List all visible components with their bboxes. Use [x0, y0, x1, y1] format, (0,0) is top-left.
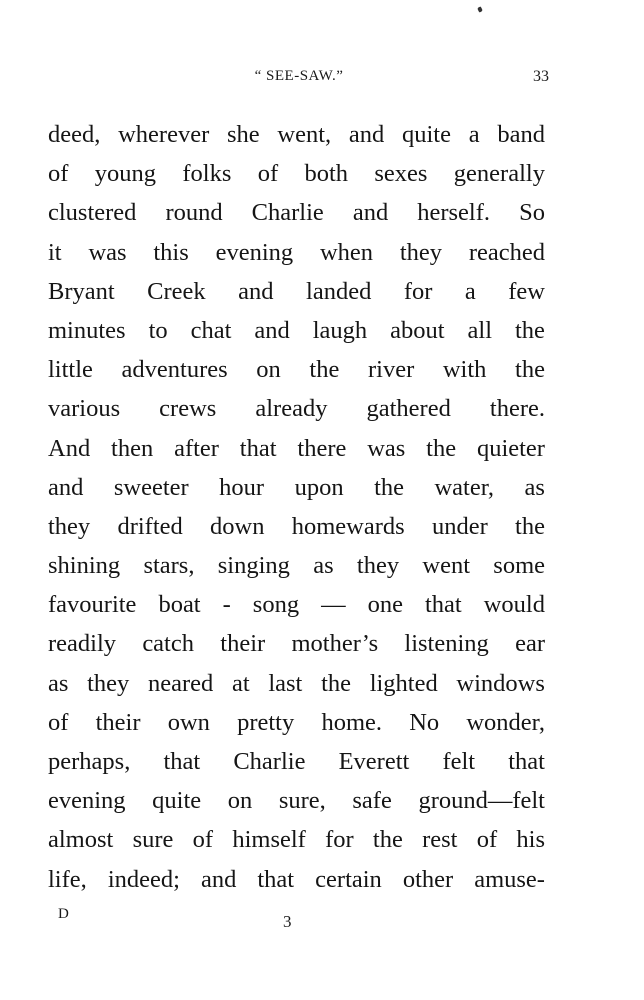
- word: they: [356, 552, 400, 580]
- word: on: [227, 787, 253, 815]
- word: stars,: [143, 552, 195, 580]
- word: water,: [434, 473, 495, 501]
- word: for: [403, 277, 433, 305]
- word: other: [402, 865, 454, 893]
- word: neared: [147, 669, 214, 697]
- text-line: [48, 507, 545, 546]
- word: rest: [422, 826, 458, 854]
- word: safe: [352, 787, 392, 815]
- word: gathered: [366, 395, 451, 423]
- word: crews: [159, 395, 217, 423]
- text-line: [48, 585, 545, 624]
- word: and: [254, 316, 290, 344]
- word: band: [497, 121, 545, 148]
- word: boat: [158, 591, 201, 619]
- word: a: [464, 277, 476, 305]
- running-title: “ SEE-SAW.”: [254, 68, 344, 84]
- word: quite: [152, 787, 202, 815]
- word: of: [192, 826, 214, 854]
- word: when: [319, 238, 374, 266]
- word: they: [399, 238, 443, 266]
- body-text: [48, 115, 545, 899]
- word: then: [111, 434, 154, 462]
- word: their: [95, 708, 141, 736]
- word: and: [348, 121, 385, 148]
- word: sexes: [374, 160, 428, 188]
- signature-mark: D: [58, 906, 69, 922]
- word: hour: [219, 473, 265, 501]
- word: Everett: [338, 748, 410, 775]
- word: the: [426, 434, 457, 462]
- word: various: [48, 395, 121, 423]
- word: little: [48, 356, 93, 384]
- text-line: [48, 429, 545, 468]
- word: adventures: [121, 356, 228, 384]
- word: indeed;: [107, 865, 180, 893]
- word: of: [48, 160, 69, 188]
- word: and: [48, 473, 84, 501]
- word: the: [374, 473, 404, 501]
- word: certain: [315, 865, 382, 893]
- text-line: [48, 860, 545, 899]
- word: river: [367, 356, 415, 384]
- word: generally: [453, 160, 545, 188]
- text-line: [48, 664, 545, 703]
- text-line: [48, 820, 545, 859]
- text-line: [48, 193, 545, 232]
- word: young: [94, 160, 157, 188]
- word: some: [493, 552, 545, 580]
- word: the: [372, 826, 403, 854]
- word: No: [409, 708, 440, 736]
- word: and: [352, 199, 389, 227]
- text-line: [48, 233, 545, 272]
- word: they: [48, 512, 91, 540]
- word: that: [508, 748, 545, 775]
- word: went,: [277, 121, 332, 148]
- word: listening: [404, 630, 489, 658]
- word: already: [255, 395, 328, 423]
- word: —: [321, 591, 346, 619]
- word: amuse-: [474, 865, 545, 893]
- word: favourite: [48, 591, 137, 619]
- word: wonder,: [466, 708, 545, 736]
- word: Bryant: [48, 277, 115, 305]
- word: sure: [132, 826, 174, 854]
- word: wherever: [118, 121, 210, 148]
- word: almost: [48, 826, 114, 854]
- word: drifted: [117, 512, 183, 540]
- word: catch: [142, 630, 194, 658]
- word: the: [515, 356, 545, 384]
- text-line: [48, 154, 545, 193]
- word: himself: [232, 826, 306, 854]
- word: as: [48, 669, 69, 697]
- word: and: [238, 277, 274, 305]
- word: was: [88, 238, 127, 266]
- word: the: [321, 669, 351, 697]
- word: Charlie: [251, 199, 324, 227]
- text-line: [48, 350, 545, 389]
- word: of: [257, 160, 279, 188]
- word: laugh: [312, 316, 368, 344]
- word: there.: [489, 395, 545, 423]
- word: reached: [468, 238, 545, 266]
- word: one: [367, 591, 403, 619]
- text-line: [48, 311, 545, 350]
- word: windows: [456, 669, 545, 697]
- word: that: [163, 748, 201, 775]
- page-number: 33: [533, 68, 549, 85]
- word: few: [508, 277, 545, 305]
- word: all: [467, 316, 493, 344]
- word: both: [304, 160, 349, 188]
- word: Creek: [147, 277, 206, 305]
- word: that: [257, 865, 295, 893]
- word: sweeter: [113, 473, 189, 501]
- word: perhaps,: [48, 748, 131, 775]
- word: sure,: [278, 787, 326, 815]
- word: -: [222, 591, 231, 619]
- word: they: [87, 669, 130, 697]
- word: felt: [442, 748, 476, 775]
- word: on: [256, 356, 281, 384]
- text-line: [48, 115, 545, 154]
- word: their: [220, 630, 266, 658]
- word: of: [48, 708, 69, 736]
- word: the: [515, 512, 545, 540]
- word: life,: [48, 865, 87, 893]
- word: own: [167, 708, 210, 736]
- word: evening: [215, 238, 294, 266]
- word: was: [367, 434, 406, 462]
- word: down: [210, 512, 265, 540]
- word: that: [239, 434, 277, 462]
- word: of: [476, 826, 498, 854]
- word: would: [483, 591, 545, 619]
- word: his: [516, 826, 545, 854]
- word: round: [165, 199, 223, 227]
- text-line: [48, 272, 545, 311]
- word: as: [524, 473, 545, 501]
- word: landed: [306, 277, 372, 305]
- word: and: [200, 865, 237, 893]
- word: herself.: [417, 199, 491, 227]
- word: shining: [48, 552, 121, 580]
- word: she: [226, 121, 260, 148]
- word: the: [309, 356, 340, 384]
- word: Charlie: [233, 748, 306, 775]
- word: clustered: [48, 199, 137, 227]
- word: ear: [515, 630, 545, 658]
- text-line: [48, 468, 545, 507]
- text-line: [48, 389, 545, 428]
- word: to: [148, 316, 168, 344]
- word: singing: [217, 552, 290, 580]
- word: home.: [321, 708, 382, 736]
- word: song: [252, 591, 300, 619]
- word: folks: [182, 160, 232, 188]
- word: upon: [294, 473, 344, 501]
- word: pretty: [237, 708, 295, 736]
- word: evening: [48, 787, 126, 815]
- word: ground—felt: [418, 787, 545, 815]
- word: as: [313, 552, 334, 580]
- word: readily: [48, 630, 117, 658]
- word: this: [153, 238, 189, 266]
- word: a: [468, 121, 480, 148]
- text-line: [48, 624, 545, 663]
- word: chat: [190, 316, 232, 344]
- word: for: [325, 826, 354, 854]
- word: quite: [401, 121, 451, 148]
- word: at: [231, 669, 250, 697]
- word: there: [297, 434, 347, 462]
- word: And: [48, 434, 91, 462]
- ink-speck: [477, 6, 483, 12]
- word: it: [48, 238, 62, 266]
- text-line: [48, 703, 545, 742]
- running-head: [0, 68, 644, 92]
- word: last: [268, 669, 303, 697]
- word: minutes: [48, 316, 126, 344]
- word: homewards: [291, 512, 405, 540]
- word: that: [424, 591, 462, 619]
- word: mother’s: [291, 630, 379, 658]
- word: So: [519, 199, 545, 227]
- word: with: [442, 356, 487, 384]
- gathering-number: 3: [283, 912, 292, 931]
- text-line: [48, 781, 545, 820]
- word: lighted: [369, 669, 438, 697]
- text-line: [48, 742, 545, 781]
- word: quieter: [476, 434, 545, 462]
- word: about: [390, 316, 445, 344]
- word: the: [515, 316, 545, 344]
- word: after: [174, 434, 219, 462]
- word: under: [431, 512, 488, 540]
- word: went: [422, 552, 470, 580]
- text-line: [48, 546, 545, 585]
- word: deed,: [48, 121, 101, 148]
